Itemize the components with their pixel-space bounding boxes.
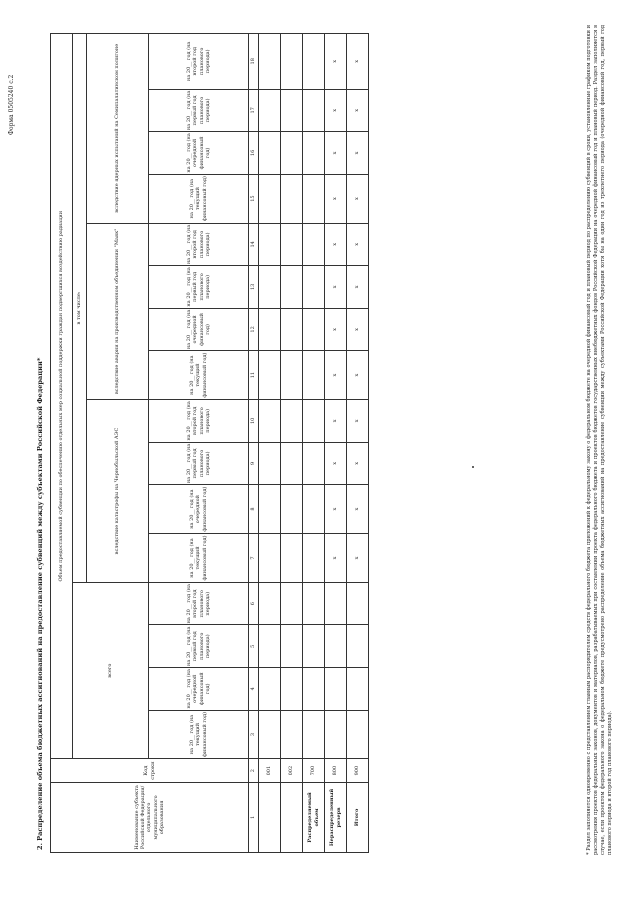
table-cell — [303, 308, 325, 351]
table-cell — [303, 174, 325, 223]
column-number: 14 — [249, 223, 259, 266]
table-cell: x — [347, 223, 369, 266]
header-year-second: на 20__ год (на второй год планового периода) — [149, 582, 249, 625]
table-cell — [259, 710, 281, 759]
table-cell — [303, 625, 325, 668]
table-cell — [347, 625, 369, 668]
table-cell — [281, 582, 303, 625]
table-cell — [303, 351, 325, 400]
table-cell — [259, 625, 281, 668]
table-cell — [259, 582, 281, 625]
table-cell — [325, 625, 347, 668]
column-number: 4 — [249, 668, 259, 711]
table-cell — [303, 266, 325, 309]
table-cell — [325, 710, 347, 759]
table-cell — [259, 668, 281, 711]
row-name — [281, 782, 303, 852]
table-cell: x — [347, 34, 369, 90]
header-year-first: на 20__ год (на первый год планового периода) — [149, 266, 249, 309]
table-cell: x — [325, 266, 347, 309]
table-cell: x — [325, 442, 347, 485]
table-cell: x — [347, 534, 369, 583]
table-cell — [259, 485, 281, 534]
table-cell — [325, 582, 347, 625]
column-number: 11 — [249, 351, 259, 400]
column-number: 12 — [249, 308, 259, 351]
column-number: 1 — [249, 782, 259, 852]
table-cell — [303, 34, 325, 90]
table-cell: x — [325, 308, 347, 351]
column-number: 2 — [249, 759, 259, 782]
table-cell — [281, 668, 303, 711]
table-cell — [281, 266, 303, 309]
column-number: 13 — [249, 266, 259, 309]
table-cell — [259, 132, 281, 175]
column-number: 10 — [249, 400, 259, 443]
table-cell: x — [325, 534, 347, 583]
table-cell — [347, 710, 369, 759]
table-row — [303, 34, 325, 853]
footnote: * Раздел заполняется одновременно с представлением главным распорядителем средств федерального бюджета приложений к федеральному закону о федеральном бюджете на очередной финансовый год и плановый период по распределению субвенций в сроки, установленные графиком подготовки и рассмотрения проектов федеральных законов, документов и материалов, разрабатываемых при составлении проекта федерального бюджета и проектов бюджетов государственных внебюджетных фондов Российской Федерации на очередной финансовый год и плановый период. Раздел заполняется в случае, если проектом федерального закона о федеральном бюджете предусмотрено распределение объема бюджетных ассигнований на предоставление субвенции между субъектами Российской Федерации хотя бы на один год из трехлетнего периода (очередной финансовый год, первый год планового периода и второй год планового периода). — [586, 25, 613, 855]
table-row — [281, 34, 303, 853]
header-year-next: на 20__ год (на очередной финансовый год) — [149, 485, 249, 534]
table-cell — [281, 174, 303, 223]
table-cell — [303, 582, 325, 625]
table-cell — [259, 534, 281, 583]
table-row — [259, 34, 281, 853]
table-cell: x — [325, 485, 347, 534]
header-year-second: на 20__ год (на второй год планового периода) — [149, 34, 249, 90]
header-year-current: на 20__ год (на текущий финансовый год) — [149, 710, 249, 759]
subvention-table — [50, 33, 369, 853]
header-semipalatinsk: вследствие ядерных испытаний на Семипалатинском полигоне — [87, 34, 149, 224]
column-number: 18 — [249, 34, 259, 90]
column-number: 9 — [249, 442, 259, 485]
table-cell — [259, 174, 281, 223]
header-year-first: на 20__ год (на первый год планового периода) — [149, 625, 249, 668]
row-code: 001 — [259, 759, 281, 782]
table-cell — [281, 442, 303, 485]
table-cell: x — [325, 351, 347, 400]
table-row — [347, 34, 369, 853]
table-cell — [347, 668, 369, 711]
column-number: 7 — [249, 534, 259, 583]
header-year-next: на 20__ год (на очередной финансовый год) — [149, 308, 249, 351]
row-code: 002 — [281, 759, 303, 782]
header-year-current: на 20__ год (на текущий финансовый год) — [149, 174, 249, 223]
header-year-next: на 20__ год (на очередной финансовый год) — [149, 132, 249, 175]
table-cell — [259, 308, 281, 351]
column-number: 3 — [249, 710, 259, 759]
table-cell — [281, 534, 303, 583]
header-row-code: Код строки — [51, 759, 249, 782]
table-cell — [303, 400, 325, 443]
header-total-volume: Объем предоставляемой субвенции по обеспечению отдельных мер социальной поддержки граждан подвергшихся воздействию радиации — [51, 34, 73, 759]
table-cell: x — [347, 89, 369, 132]
header-year-current: на 20__ год (на текущий финансовый год) — [149, 351, 249, 400]
column-number: 17 — [249, 89, 259, 132]
section-title: 2. Распределение объема бюджетных ассигнований на предоставление субвенций между субъектами Российской Федерации* — [36, 357, 44, 850]
row-code: 700 — [303, 759, 325, 782]
table-cell — [281, 89, 303, 132]
table-cell — [325, 668, 347, 711]
header-mayak: вследствие аварии на производственном объединении "Маяк" — [87, 223, 149, 400]
table-cell — [281, 625, 303, 668]
header-year-second: на 20__ год (на второй год планового периода) — [149, 400, 249, 443]
header-chernobyl: вследствие катастрофы на Чернобыльской АЭС — [87, 400, 149, 583]
column-number: 8 — [249, 485, 259, 534]
header-year-current: на 20__ год (на текущий финансовый год) — [149, 534, 249, 583]
row-name: Нераспределенный резерв — [325, 782, 347, 852]
table-cell — [281, 132, 303, 175]
table-cell — [303, 132, 325, 175]
header-region-name: Наименование субъекта Российской Федерации/ отдельного муниципального образования — [51, 782, 249, 852]
table-cell — [281, 400, 303, 443]
column-number: 5 — [249, 625, 259, 668]
table-cell: x — [325, 400, 347, 443]
table-cell — [281, 351, 303, 400]
column-number: 16 — [249, 132, 259, 175]
table-cell: x — [347, 485, 369, 534]
table-cell: x — [325, 174, 347, 223]
row-code: 800 — [325, 759, 347, 782]
form-number: Форма 0505240 с.2 — [8, 74, 15, 135]
table-cell — [347, 582, 369, 625]
table-cell — [281, 308, 303, 351]
table-cell — [259, 442, 281, 485]
table-cell: x — [347, 351, 369, 400]
table-cell: x — [347, 132, 369, 175]
column-number: 6 — [249, 582, 259, 625]
row-name — [259, 782, 281, 852]
table-cell — [259, 89, 281, 132]
table-cell: x — [325, 132, 347, 175]
table-cell — [303, 485, 325, 534]
header-year-first: на 20__ год (на первый год планового периода) — [149, 442, 249, 485]
table-cell — [281, 34, 303, 90]
header-year-next: на 20__ год (на очередной финансовый год) — [149, 668, 249, 711]
header-all: всего — [73, 582, 149, 759]
table-row — [325, 34, 347, 853]
header-incl: в том числе: — [73, 34, 87, 583]
table-cell: x — [347, 442, 369, 485]
table-cell — [303, 710, 325, 759]
table-cell: x — [347, 308, 369, 351]
table-cell: x — [325, 223, 347, 266]
column-number: 15 — [249, 174, 259, 223]
table-cell: x — [325, 89, 347, 132]
table-cell: x — [347, 174, 369, 223]
row-code: 900 — [347, 759, 369, 782]
table-cell — [303, 89, 325, 132]
header-year-first: на 20__ год (на первый год планового периода) — [149, 89, 249, 132]
header-year-second: на 20__ год (на второй год планового периода) — [149, 223, 249, 266]
table-cell — [259, 34, 281, 90]
table-cell — [259, 266, 281, 309]
table-cell — [259, 223, 281, 266]
table-cell — [303, 668, 325, 711]
table-cell — [259, 351, 281, 400]
row-name: Распределяемый объем — [303, 782, 325, 852]
table-cell — [259, 400, 281, 443]
table-cell — [281, 710, 303, 759]
table-cell: x — [347, 400, 369, 443]
row-name: Итого — [347, 782, 369, 852]
table-cell — [303, 223, 325, 266]
table-cell: x — [347, 266, 369, 309]
table-cell — [303, 534, 325, 583]
table-body — [259, 34, 369, 853]
table-cell — [281, 223, 303, 266]
table-cell — [281, 485, 303, 534]
table-cell: x — [325, 34, 347, 90]
stray-mark — [472, 466, 474, 468]
table-cell — [303, 442, 325, 485]
